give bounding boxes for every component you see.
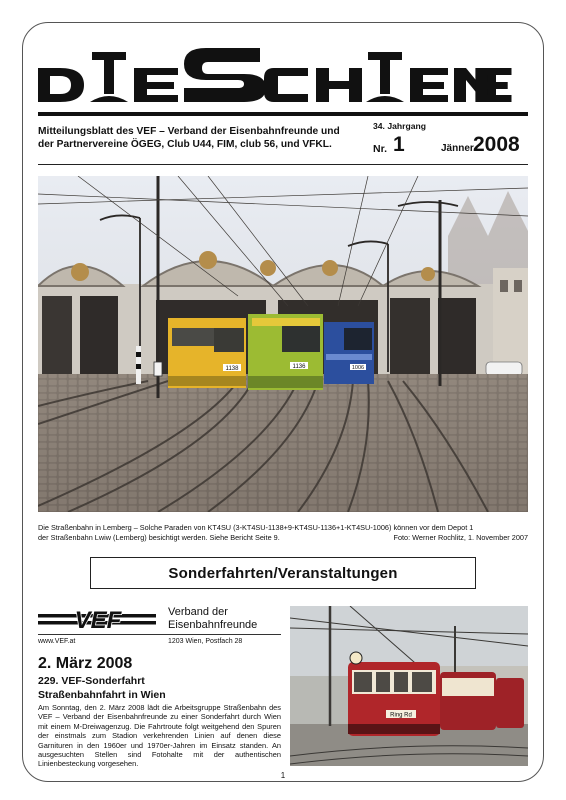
- issue-month: Jänner: [441, 143, 474, 154]
- photo-credit: Foto: Werner Rochlitz, 1. November 2007: [393, 533, 528, 542]
- issue-number-label: Nr.: [373, 143, 388, 155]
- issue-year: 2008: [473, 133, 520, 156]
- tram-destination-sign: Ring Rd: [390, 712, 412, 719]
- photo-caption: [38, 523, 528, 543]
- page-number: 1: [280, 771, 286, 780]
- event-number: 229. VEF-Sonderfahrt: [38, 675, 145, 687]
- masthead-logo: [38, 38, 528, 110]
- tram-number-1136: 1136: [292, 364, 306, 370]
- tram-number-1006: 1006: [351, 365, 365, 371]
- vef-address: 1203 Wien, Postfach 28: [168, 638, 243, 645]
- vef-name: [168, 606, 257, 631]
- intro-line-1: Mitteilungsblatt des VEF – Verband der Eisenbahnfreunde und: [38, 126, 340, 137]
- event-body: Am Sonntag, den 2. März 2008 lädt die Arbeitsgruppe Straßenbahn des VEF – Verband der Eisenbahnfreunde zu einer Sonderfahrt durch Wien mit einem M-Dreiwagenzug. Die Fahrtroute folgt weitgehend den Spuren der einstmals zum Stadion verkehrenden Linien auf denen diese Garnituren in den 1960er und 1970er-Jahren im Einsatz standen. An ausgesuchten Stellen sind Fotohalte mit der authentischen Linienbesteckung vorgesehen.: [38, 703, 281, 769]
- vef-url[interactable]: www.VEF.at: [38, 638, 76, 645]
- header-rule: [38, 164, 528, 165]
- issue-info: [373, 121, 528, 159]
- caption-line-2: [38, 533, 528, 543]
- tram-number-1138: 1138: [225, 366, 239, 372]
- vef-logo-text: VEF: [74, 607, 122, 634]
- vef-name-line-2: Eisenbahnfreunde: [168, 618, 258, 631]
- vef-divider: [38, 634, 281, 635]
- vef-name-line-1: Verband der: [168, 606, 228, 618]
- masthead-rule: [38, 112, 528, 116]
- photo-vienna-tram: [290, 606, 528, 766]
- section-heading: Sonderfahrten/Veranstaltungen: [90, 557, 476, 589]
- intro-text: [38, 125, 363, 151]
- intro-line-2: der Partnervereine ÖGEG, Club U44, FIM, club 56, und VFKL.: [38, 139, 332, 150]
- vef-logo: [38, 606, 158, 634]
- volume-label: 34. Jahrgang: [373, 121, 427, 131]
- caption-text: der Straßenbahn Lwiw (Lemberg) besichtigt werden. Siehe Bericht Seite 9.: [38, 533, 280, 542]
- cover-photo-tram-depot: [38, 176, 528, 512]
- event-date: 2. März 2008: [38, 655, 133, 672]
- issue-number: 1: [393, 133, 405, 156]
- event-title: Straßenbahnfahrt in Wien: [38, 689, 166, 701]
- caption-line-1: Die Straßenbahn in Lemberg – Solche Paraden von KT4SU (3-KT4SU-1138+9-KT4SU-1136+1-KT4SU-1006) können vor dem Depot 1: [38, 523, 474, 532]
